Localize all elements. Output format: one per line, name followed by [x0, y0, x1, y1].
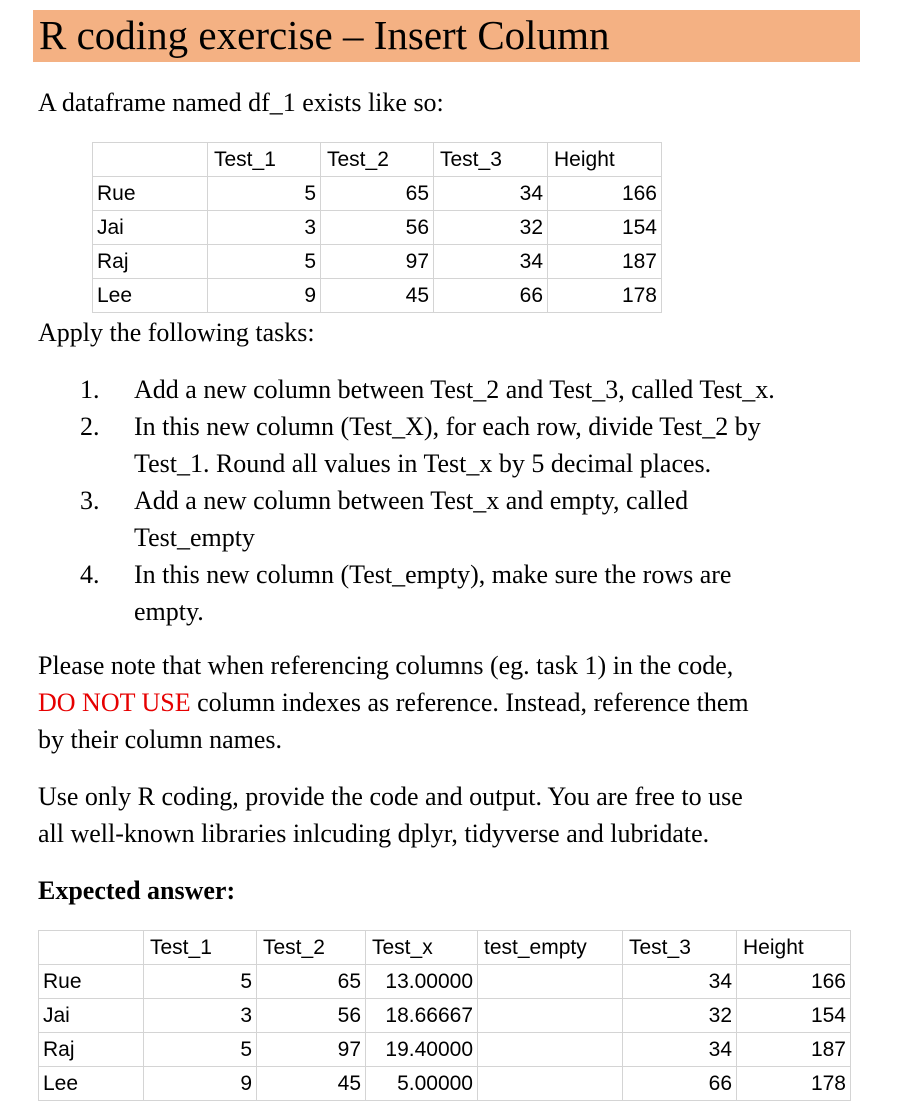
task-item	[80, 556, 870, 630]
corner-cell	[93, 143, 208, 177]
table-row	[39, 1067, 851, 1101]
tasks-heading: Apply the following tasks:	[38, 318, 315, 347]
table-cell: 65	[321, 177, 434, 211]
table-cell: 5	[208, 245, 321, 279]
usage-paragraph	[38, 778, 743, 852]
table-row	[93, 279, 662, 313]
note-line: column indexes as reference. Instead, reference them	[190, 688, 749, 717]
task-item	[80, 408, 870, 482]
table-cell: 3	[144, 999, 257, 1033]
table-cell: 34	[434, 245, 548, 279]
task-list	[80, 371, 870, 630]
table-cell: 32	[434, 211, 548, 245]
task-number: 2.	[80, 412, 100, 441]
task-line: In this new column (Test_empty), make sure the rows are	[134, 560, 732, 589]
column-header: Test_x	[366, 931, 478, 965]
table-cell: 66	[434, 279, 548, 313]
table-row	[93, 177, 662, 211]
table-cell: 178	[548, 279, 662, 313]
column-header: Height	[548, 143, 662, 177]
page-title: R coding exercise – Insert Column	[39, 12, 610, 58]
task-line: empty.	[134, 597, 204, 626]
table-cell: 97	[321, 245, 434, 279]
task-number: 3.	[80, 486, 100, 515]
task-item	[80, 482, 870, 556]
table-cell: 45	[321, 279, 434, 313]
table-cell: 34	[434, 177, 548, 211]
table-cell: 56	[321, 211, 434, 245]
table-cell: 9	[208, 279, 321, 313]
note-paragraph	[38, 647, 749, 758]
table-cell: 56	[257, 999, 366, 1033]
row-name: Raj	[39, 1033, 144, 1067]
table-row	[93, 245, 662, 279]
intro-text: A dataframe named df_1 exists like so:	[38, 88, 444, 117]
task-item	[80, 371, 870, 408]
table-cell: 166	[548, 177, 662, 211]
table-row	[39, 999, 851, 1033]
table-cell: 5.00000	[366, 1067, 478, 1101]
table-cell: 187	[737, 1033, 851, 1067]
table-cell: 154	[548, 211, 662, 245]
table-cell: 178	[737, 1067, 851, 1101]
row-name: Lee	[93, 279, 208, 313]
table-cell: 45	[257, 1067, 366, 1101]
row-name: Raj	[93, 245, 208, 279]
task-number: 1.	[80, 375, 100, 404]
column-header: Test_3	[434, 143, 548, 177]
row-name: Jai	[93, 211, 208, 245]
row-name: Lee	[39, 1067, 144, 1101]
task-line: Test_1. Round all values in Test_x by 5 decimal places.	[134, 449, 712, 478]
table-cell: 66	[623, 1067, 737, 1101]
table-cell	[478, 965, 623, 999]
table-cell: 18.66667	[366, 999, 478, 1033]
column-header: Test_2	[257, 931, 366, 965]
table-cell	[478, 999, 623, 1033]
task-line: Add a new column between Test_2 and Test_3, called Test_x.	[134, 375, 775, 404]
output-table	[38, 930, 851, 1101]
task-line: Test_empty	[134, 523, 255, 552]
column-header: Height	[737, 931, 851, 965]
usage-line: Use only R coding, provide the code and output. You are free to use	[38, 782, 743, 811]
table-cell: 5	[144, 1033, 257, 1067]
note-line: by their column names.	[38, 725, 283, 754]
input-table	[92, 142, 662, 313]
table-cell: 3	[208, 211, 321, 245]
task-line: Add a new column between Test_x and empty, called	[134, 486, 689, 515]
column-header: Test_2	[321, 143, 434, 177]
corner-cell	[39, 931, 144, 965]
table-cell	[478, 1067, 623, 1101]
column-header: Test_3	[623, 931, 737, 965]
note-line: Please note that when referencing columns (eg. task 1) in the code,	[38, 651, 734, 680]
row-name: Rue	[93, 177, 208, 211]
table-cell: 5	[144, 965, 257, 999]
table-header-row	[39, 931, 851, 965]
table-cell: 97	[257, 1033, 366, 1067]
column-header: Test_1	[144, 931, 257, 965]
table-cell: 34	[623, 1033, 737, 1067]
table-row	[39, 1033, 851, 1067]
table-cell: 187	[548, 245, 662, 279]
table-cell: 166	[737, 965, 851, 999]
row-name: Jai	[39, 999, 144, 1033]
expected-heading: Expected answer:	[38, 876, 236, 905]
table-cell: 5	[208, 177, 321, 211]
table-cell	[478, 1033, 623, 1067]
table-cell: 65	[257, 965, 366, 999]
table-cell: 13.00000	[366, 965, 478, 999]
table-header-row	[93, 143, 662, 177]
table-row	[39, 965, 851, 999]
row-name: Rue	[39, 965, 144, 999]
column-header: Test_1	[208, 143, 321, 177]
task-number: 4.	[80, 560, 100, 589]
table-cell: 19.40000	[366, 1033, 478, 1067]
table-row	[93, 211, 662, 245]
warning-text: DO NOT USE	[38, 688, 191, 717]
table-cell: 154	[737, 999, 851, 1033]
task-line: In this new column (Test_X), for each row, divide Test_2 by	[134, 412, 761, 441]
table-cell: 32	[623, 999, 737, 1033]
table-cell: 34	[623, 965, 737, 999]
usage-line: all well-known libraries inlcuding dplyr, tidyverse and lubridate.	[38, 819, 710, 848]
table-cell: 9	[144, 1067, 257, 1101]
column-header: test_empty	[478, 931, 623, 965]
